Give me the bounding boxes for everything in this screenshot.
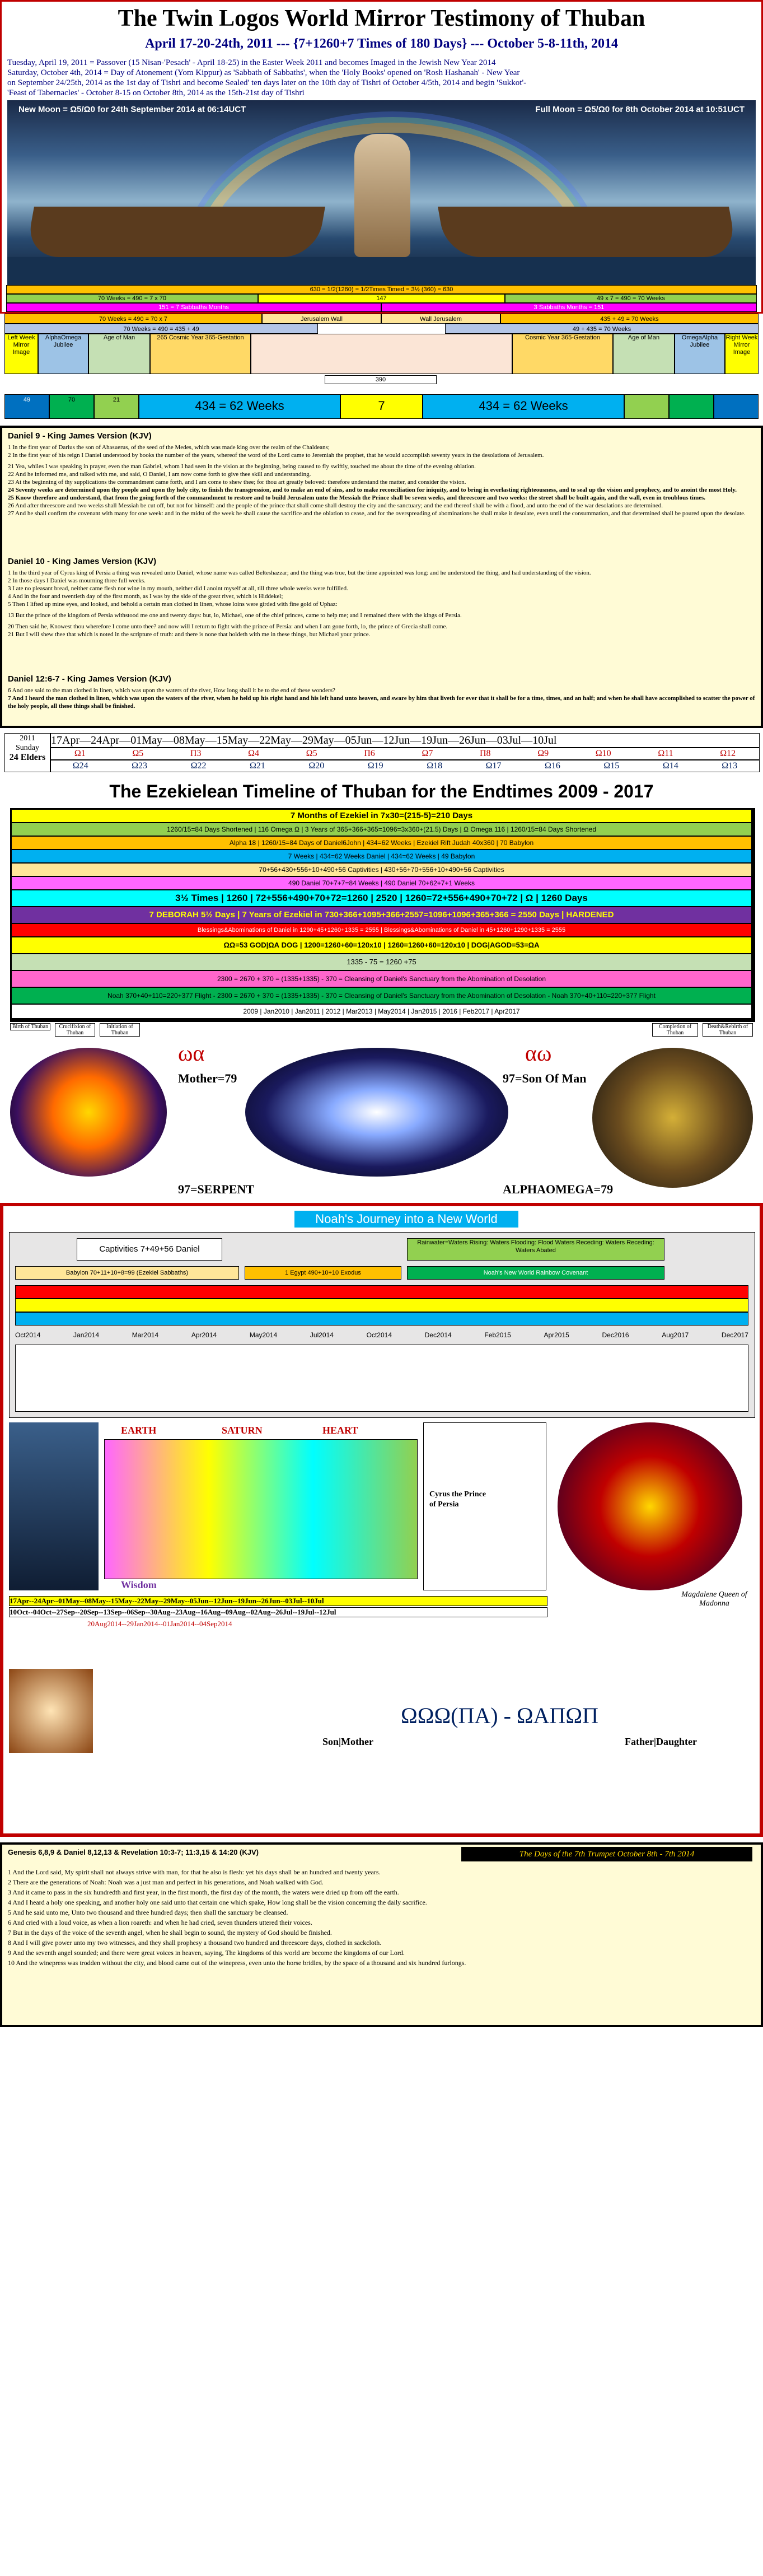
intro-line: 'Feast of Tabernacles' - October 8-15 on October 8th, 2014 as the 15th-21st day of Tishri [7,88,305,97]
verse: 1 In the first year of Darius the son of Ahasuerus, of the seed of the Medes, which was made king over the realm of the Chaldeans; [8,444,330,451]
noah-date: Oct2014 [366,1331,392,1339]
weeks-cell [4,394,49,419]
image-label: Crucifixion of Thuban [55,1023,95,1037]
date: 12Jun [383,734,410,746]
zodiac-block [423,1422,546,1590]
verse: 7 And I heard the man clothed in linen, which was upon the waters of the river, when he held up his right hand and his left hand unto heaven, and sware by him that liveth for ever that it shall be for a time, times, and an half; and when he shall have accomplished to scatter the power of the holy people, all these things shall be finished. [8,695,755,710]
timeline-cell: Age of Man [88,334,150,374]
elders-image [592,1048,753,1188]
fire-eye-image [10,1048,167,1177]
ark-left [25,207,325,257]
timeline-cell: 265 Cosmic Year 365-Gestation [150,334,251,374]
timeline-row: 49 x 7 = 490 = 70 Weeks [505,294,757,303]
verse: 20 Then said he, Knowest thou wherefore I come unto thee? and now will I return to fight with the prince of Persia: and when I am gone forth, lo, the prince of Grecia shall come. [8,623,448,630]
verse: 3 I ate no pleasant bread, neither came flesh nor wine in my mouth, neither did I anoint myself at all, till three whole weeks were fulfilled. [8,585,348,592]
cal-row2: 10Oct--04Oct--27Sep--20Sep--13Sep--06Sep--30Aug--23Aug--16Aug--09Aug--02Aug--26Jul--19Jul--12Jul [9,1607,547,1617]
calendar-dates: 17Apr—24Apr—01May—08May—15May—22May—29May—05Jun—12Jun—19Jun—26Jun—03Jul—10Jul [50,733,760,748]
timeline-cell: Cosmic Year 365-Gestation [512,334,613,374]
calendar-year [4,733,50,772]
verse: 2 In the first year of his reign I Daniel understood by books the number of the years, whereof the word of the Lord came to Jeremiah the prophet, that he would accomplish seventy years in the desolations of Jerusalem. [8,452,544,459]
glyph-line: ΩΩΩ(ΠΑ) - ΩΑΠΩΠ [401,1703,599,1728]
mother-label: Mother=79 [178,1071,237,1085]
timeline-cell: Right Week Mirror Image [725,334,759,374]
date: 22May [259,734,291,746]
heart-image [9,1422,99,1590]
ezekiel-row: Noah 370+40+110=220+377 Flight - 2300 = 2670 + 370 = (1335+1335) - 370 = Cleansing of Daniel's Sanctuary from the Abomination of Desolation - Noah 370+40+110=220+377 Flight [11,987,752,1004]
glyph: Ω21 [249,761,265,771]
daniel9-heading: Daniel 9 - King James Version (KJV) [8,431,152,441]
daniel9-verses [8,444,755,517]
verse: 5 And he said unto me, Unto two thousand and three hundred days; then shall the sanctuary be cleansed. [8,1908,288,1916]
year-label: 2011 [20,734,35,743]
verse: 6 And cried with a loud voice, as when a lion roareth: and when he had cried, seven thunders uttered their voices. [8,1919,312,1926]
image-label: Birth of Thuban [10,1023,50,1030]
omega-glyph: αω [525,1040,552,1066]
earth-label: EARTH [121,1425,157,1436]
verse: 3 And it came to pass in the six hundredth and first year, in the first month, the first day of the month, the waters were dried up from off the earth. [8,1888,399,1896]
verse: 9 And the seventh angel sounded; and there were great voices in heaven, saying, The kingdoms of this world are become the kingdoms of our Lord. [8,1949,405,1957]
intro-line: Saturday, October 4th, 2014 = Day of Atonement (Yom Kippur) as 'Sabbath of Sabbaths', when the 'Holy Books' opened on 'Rosh Hashanah' - New Year [7,68,520,77]
ezekiel-row: 1335 - 75 = 1260 +75 [11,954,752,970]
timeline-cell [251,334,512,374]
noah-date: Dec2016 [602,1331,629,1339]
noah-dates [15,1331,748,1342]
noah-section [0,1203,763,1837]
page-title: The Twin Logos World Mirror Testimony of Thuban [118,6,645,31]
verse: 1 In the third year of Cyrus king of Persia a thing was revealed unto Daniel, whose name was called Belteshazzar; and the thing was true, but the time appointed was long: and he understood the thing, and had understanding of the vision. [8,570,591,576]
noah-date: Feb2015 [484,1331,511,1339]
timeline-row: 435 + 49 = 70 Weeks [500,314,759,324]
ezekiel-row: 7 Weeks | 434=62 Weeks Daniel | 434=62 Weeks | 49 Babylon [11,850,752,863]
holy-figure-image [9,1669,93,1753]
weeks-cell [49,394,94,419]
verse: 4 And I heard a holy one speaking, and another holy one said unto that certain one which spake, How long shall be the vision concerning the daily sacrifice. [8,1898,427,1906]
glyph: Π8 [480,749,491,758]
weeks-cell: 7 [340,394,423,419]
ezekiel-row: 1260/15=84 Days Shortened | 116 Omega Ω | 3 Years of 365+366+365=1096=3x360+(21.5) Days | Ω Omega 116 | 1260/15=84 Days Shortened [11,823,752,836]
verse: 7 But in the days of the voice of the seventh angel, when he shall begin to sound, the mystery of God should be finished. [8,1929,332,1936]
calendar-glyphs-1 [50,748,760,760]
noah-date: Apr2015 [544,1331,569,1339]
noah-title: Noah's Journey into a New World [294,1211,518,1228]
verse: 2 There are the generations of Noah: Noah was a just man and perfect in his generations, and Noah walked with God. [8,1878,324,1886]
date: 17Apr [51,734,80,746]
magdalene-label: Magdalene Queen of Madonna [681,1590,747,1608]
ezekiel-row: 7 Months of Ezekiel in 7x30=(215-5)=210 Days [11,809,752,823]
ezekiel-row: 490 Daniel 70+7+7=84 Weeks | 490 Daniel 70+62+7+1 Weeks [11,876,752,890]
verse: 25 Know therefore and understand, that from the going forth of the commandment to restore and to build Jerusalem unto the Messiah the Prince shall be seven weeks, and threescore and two weeks: the street shall be built again, and the wall, even in troublous times. [8,494,706,501]
verse: 6 And one said to the man clothed in linen, which was upon the waters of the river, How long shall it be to the end of these wonders? [8,687,335,694]
noah-date: May2014 [249,1331,278,1339]
date: 05Jun [345,734,372,746]
number-label: 390 [325,375,437,384]
verse: 24 Seventy weeks are determined upon thy people and upon thy holy city, to finish the transgression, and to make an end of sins, and to make reconciliation for iniquity, and to bring in everlasting righteousness, and to seal up the vision and prophecy, and to anoint the most Holy. [8,487,737,493]
glyph: Ω13 [722,761,738,771]
ezekiel-chart [10,808,755,1022]
scripture-panel [0,426,763,728]
thuban-images [10,1023,753,1197]
noah-date: Oct2014 [15,1331,41,1339]
genesis-heading: Genesis 6,8,9 & Daniel 8,12,13 & Revelation 10:3-7; 11:3,15 & 14:20 (KJV) [8,1848,259,1856]
glyph: Ω19 [367,761,383,771]
heart-label: HEART [322,1425,358,1436]
cal-row1: 17Apr--24Apr--01May--08May--15May--22May--29May--05Jun--12Jun--19Jun--26Jun--03Jul--10Jul [9,1596,547,1606]
verse: 4 And in the four and twentieth day of the first month, as I was by the side of the great river, which is Hiddekel; [8,593,283,600]
noah-date: Aug2017 [662,1331,689,1339]
glyph: Ω24 [72,761,88,771]
fatherdaughter-label: Father|Daughter [625,1736,697,1747]
timeline-row: 147 [258,294,505,303]
glyph: Ω22 [190,761,207,771]
timeline-row: 70 Weeks = 490 = 70 x 7 [4,314,262,324]
trumpet-banner: The Days of the 7th Trumpet October 8th - 7th 2014 [461,1847,752,1861]
intro-text [7,58,757,98]
image-label: Death&Rebirth of Thuban [703,1023,753,1037]
ezekiel-row: 70+56+430+556+10+490+56 Captivities | 430+56+70+556+10+490+56 Captivities [11,863,752,876]
glyph: Ω17 [485,761,502,771]
calendar-glyphs-2 [50,760,760,772]
timeline-cell: OmegaAlpha Jubilee [675,334,725,374]
glyph: Ω23 [132,761,148,771]
ark-scene-image [7,100,756,285]
daniel10-heading: Daniel 10 - King James Version (KJV) [8,557,157,566]
noah-cell: 1 Egypt 490+10+10 Exodus [245,1266,401,1280]
intro-line: on September 24/25th, 2014 as the 1st day of Tishri and become Sealed' ten days later on the 10th day of Tishri of October 4/5th, 2014 and begin 'Sukkot'- [7,78,527,87]
verse: 8 And I will give power unto my two witnesses, and they shall prophesy a thousand two hundred and threescore days, clothed in sackcloth. [8,1939,382,1947]
glyph: Ω14 [662,761,678,771]
timeline-block [0,314,763,392]
glyph: Ω16 [545,761,560,771]
noah-date: Apr2014 [191,1331,217,1339]
ezekiel-title: The Ezekielean Timeline of Thuban for the Endtimes 2009 - 2017 [109,781,654,801]
verse: 2 In those days I Daniel was mourning three full weeks. [8,577,146,584]
timeline-row: 70 Weeks = 490 = 435 + 49 [4,324,318,334]
number-grid [104,1439,418,1579]
glyph: Ω11 [658,749,673,758]
noah-cell [15,1312,748,1326]
verse: 10 And the winepress was trodden without the city, and blood came out of the winepress, even unto the horse bridles, by the space of a thousand and six hundred furlongs. [8,1959,466,1967]
ezekiel-dates: 2009 | Jan2010 | Jan2011 | 2012 | Mar2013 | May2014 | Jan2015 | 2016 | Feb2017 | Apr2017 [11,1004,752,1019]
timeline-cell: 3 Sabbaths Months = 151 [381,303,757,312]
magdalene-image [558,1422,742,1590]
glyph: Ω20 [308,761,325,771]
full-moon-label: Full Moon = Ω5/Ω0 for 8th October 2014 at 10:51UCT [535,105,745,114]
weeks-cell: 434 = 62 Weeks [139,394,340,419]
glyph: Ω10 [595,749,611,758]
figure-center [354,134,410,257]
date: 15May [216,734,249,746]
noah-date: Dec2014 [424,1331,452,1339]
noah-cell: Captivities 7+49+56 Daniel [77,1238,222,1261]
timeline-row: 49 + 435 = 70 Weeks [445,324,759,334]
ezekiel-row: 7 DEBORAH 5½ Days | 7 Years of Ezekiel in 730+366+1095+366+2557=1096+1096+365+366 = 2550 Days | HARDENED [11,907,752,923]
weeks-cell [669,394,714,419]
weeks-cell [624,394,669,419]
daniel12-heading: Daniel 12:6-7 - King James Version (KJV) [8,674,171,684]
genesis-panel [0,1842,763,2027]
weeks-number: 49 [23,396,31,403]
glyph: Ω1 [74,749,86,758]
calendar-section [0,731,763,776]
sea-strip [7,257,756,285]
weeks-cell [94,394,139,419]
date: 10Jul [532,734,557,746]
verse: 21 But I will shew thee that which is noted in the scripture of truth: and there is none that holdeth with me in these things, but Michael your prince. [8,631,371,638]
timeline-cell: AlphaOmega Jubilee [38,334,88,374]
mirror-years: 20Aug2014--29Jan2014--01Jan2014--04Sep2014 [87,1620,232,1628]
date: 24Apr [91,734,120,746]
date: 01May [130,734,162,746]
day-label: Sunday [16,744,39,752]
timeline-row: 630 = 1/2(1260) = 1/2Times Timed = 3½ (360) = 630 [6,285,757,294]
serpent-label: 97=SERPENT [178,1182,255,1196]
wisdom-label: Wisdom [121,1579,157,1590]
verse: 22 And he informed me, and talked with me, and said, O Daniel, I am now come forth to give thee skill and understanding. [8,471,311,478]
glyph: Π3 [190,749,202,758]
new-moon-label: New Moon = Ω5/Ω0 for 24th September 2014 at 06:14UCT [18,105,246,114]
verse: 21 Yea, whiles I was speaking in prayer, even the man Gabriel, whom I had seen in the vision at the beginning, being caused to fly swiftly, touched me about the time of the evening oblation. [8,463,476,470]
alpha-glyph: ωα [178,1040,205,1066]
weeks-number: 21 [113,396,120,403]
noah-date: Dec2017 [721,1331,748,1339]
genesis-lines [8,1867,755,1968]
noah-middle [9,1422,754,1663]
son-label: 97=Son Of Man [503,1071,587,1085]
ark-right [438,207,738,257]
glyph: Ω12 [720,749,736,758]
glyph: Ω18 [427,761,443,771]
intro-line: Tuesday, April 19, 2011 = Passover (15 Nisan-'Pesach' - April 18-25) in the Easter Week 2011 and becomes Imaged in the Jewish New Year 2014 [7,58,496,67]
verse: 5 Then I lifted up mine eyes, and looked, and behold a certain man clothed in linen, whose loins were girded with fine gold of Uphaz: [8,601,338,608]
page-subtitle: April 17-20-24th, 2011 --- {7+1260+7 Times of 180 Days} --- October 5-8-11th, 2014 [145,36,618,51]
daniel12-verses [8,687,755,710]
noah-date: Jul2014 [310,1331,334,1339]
cyrus-label: Cyrus the Prince [429,1490,486,1499]
galaxy-image [245,1048,508,1177]
weeks-number: 70 [68,396,76,403]
timeline-cell: Left Week Mirror Image [4,334,38,374]
verse: 23 At the beginning of thy supplications the commandment came forth, and I am come to shew thee; for thou art greatly beloved: therefore understand the matter, and consider the vision. [8,479,466,486]
noah-cell [15,1345,748,1412]
timeline-cell: Jerusalem Wall [262,314,381,324]
verse: 26 And after threescore and two weeks shall Messiah be cut off, but not for himself: and the people of the prince that shall come shall destroy the city and the sanctuary; and the end thereof shall be with a flood, and unto the end of the war desolations are determined. [8,502,663,509]
glyph: Ω4 [248,749,260,758]
image-label: Completion of Thuban [652,1023,698,1037]
glyph: Ω5 [132,749,144,758]
ezekiel-row: 2300 = 2670 + 370 = (1335+1335) - 370 = Cleansing of Daniel's Sanctuary from the Abomination of Desolation [11,970,752,987]
weeks-cell: 434 = 62 Weeks [423,394,624,419]
sonmother-label: Son|Mother [322,1736,373,1747]
timeline-cell: Age of Man [613,334,675,374]
weeks-row [0,392,763,426]
alphaomega-label: ALPHAOMEGA=79 [503,1182,614,1196]
elders-label: 24 Elders [9,753,46,762]
verse: 27 And he shall confirm the covenant with many for one week: and in the midst of the week he shall cause the sacrifice and the oblation to cease, and for the overspreading of abominations he shall make it desolate, even until the consummation, and that determined shall be poured upon the desolate. [8,510,746,517]
noah-cell [15,1285,748,1299]
ezekiel-row: ΩΩ=53 GOD|ΩΑ DOG | 1200=1260+60=120x10 | 1260=1260+60=120x10 | DOG|ΑGOD=53=ΩΑ [11,937,752,954]
ezekiel-row: 3½ Times | 1260 | 72+556+490+70+72=1260 | 2520 | 1260=72+556+490+70+72 | Ω | 1260 Days [11,890,752,907]
date: 08May [173,734,205,746]
date: 26Jun [458,734,486,746]
glyph: Ω15 [603,761,620,771]
timeline-row: 70 Weeks = 490 = 7 x 70 [6,294,258,303]
glyph: Ω9 [537,749,549,758]
ezekiel-section [0,781,763,1198]
saturn-label: SATURN [222,1425,263,1436]
timeline-cell: 151 = 7 Sabbaths Months [6,303,381,312]
date: 03Jul [497,734,522,746]
noah-cell: Babylon 70+11+10+8=99 (Ezekiel Sabbaths) [15,1266,239,1280]
noah-date: Mar2014 [132,1331,159,1339]
noah-cell [15,1299,748,1312]
header-section [0,0,763,314]
weeks-cell [714,394,759,419]
noah-date: Jan2014 [73,1331,100,1339]
image-label: Initiation of Thuban [100,1023,140,1037]
date: 19Jun [421,734,448,746]
verse: 1 And the Lord said, My spirit shall not always strive with man, for that he also is flesh: yet his days shall be an hundred and twenty years. [8,1868,381,1876]
timeline-cell: Wall Jerusalem [381,314,500,324]
glyph: Ω7 [422,749,433,758]
noah-cell: Noah's New World Rainbow Covenant [407,1266,664,1280]
ezekiel-row: Blessings&Abominations of Daniel in 1290+45+1260+1335 = 2555 | Blessings&Abominations of Daniel in 45+1260+1290+1335 = 2555 [11,923,752,937]
daniel10-verses [8,569,755,638]
noah-grid [9,1232,755,1418]
glyph: Π6 [364,749,375,758]
timeline-1 [6,285,757,313]
verse: 13 But the prince of the kingdom of Persia withstood me one and twenty days: but, lo, Michael, one of the chief princes, came to help me; and I remained there with the kings of Persia. [8,612,462,619]
date: 29May [302,734,334,746]
ezekiel-row: Alpha 18 | 1260/15=84 Days of Daniel6John | 434=62 Weeks | Ezekiel Rift Judah 40x360 | 70 Babylon [11,836,752,850]
glyph: Ω5 [306,749,317,758]
noah-bottom [9,1669,754,1831]
noah-cell: Rainwater=Waters Rising: Waters Flooding: Flood Waters Receding: Waters Receding: Waters Abated [407,1238,664,1261]
persia-label: of Persia [429,1500,459,1509]
